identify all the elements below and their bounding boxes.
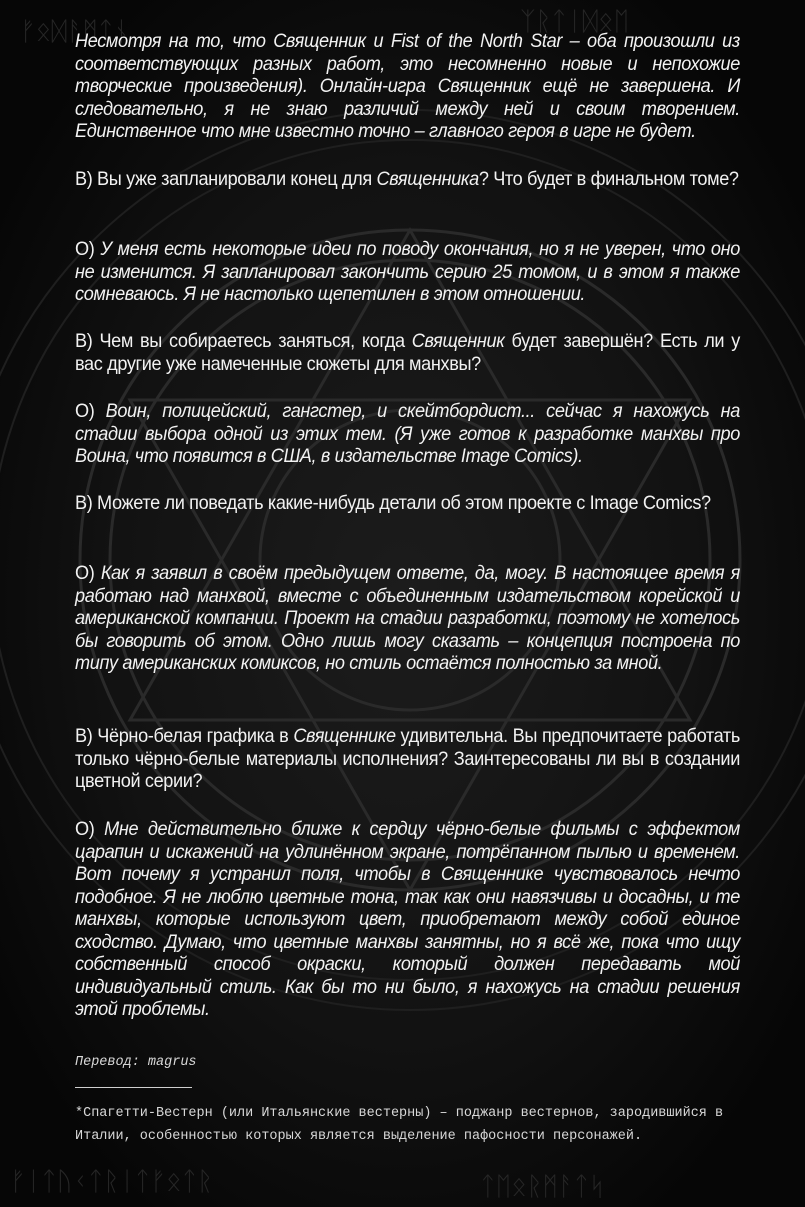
- answer-3-text: Как я заявил в своём предыдущем ответе, да, могу. В настоящее время я работаю над манхвой, вместе с объединенным издательством корейской и американской компании. Проект на стадии разработки, поэтому не хотелось бы говорить об этом. Одно лишь могу сказать – концепция построена по типу американских комиксов, но стиль остаётся полностью за мной.: [75, 562, 740, 674]
- question-4-text: В) Чёрно-белая графика в: [75, 725, 294, 747]
- question-1-text-end: ? Что будет в финальном томе?: [478, 168, 739, 190]
- answer-1-text: У меня есть некоторые идеи по поводу окончания, но я не уверен, что оно не изменится. Я запланировал закончить серию 25 томом, и в этом я также сомневаюсь. Я не настолько щепетилен в этом отношении.: [75, 238, 740, 305]
- question-2-text-end: будет завершён? Есть ли у вас другие уже намеченные сюжеты для манхвы?: [75, 330, 740, 375]
- question-4-title: Священнике: [293, 725, 396, 747]
- footnote: *Спагетти-Вестерн (или Итальянские вестерны) – поджанр вестернов, зародившийся в Италии, особенностью которых является выделение пафосности персонажей.: [75, 1106, 724, 1144]
- question-3: В) Можете ли поведать какие-нибудь детали об этом проекте с Image Comics?: [75, 492, 711, 514]
- translator-credit: Перевод: magrus: [75, 1055, 197, 1070]
- answer-1-prefix: О): [75, 238, 101, 260]
- svg-text:ᚠᛟᛞᚨᛗᛏᚾ: ᚠᛟᛞᚨᛗᛏᚾ: [20, 17, 130, 47]
- question-4: [75, 725, 740, 793]
- question-1-text: В) Вы уже запланировали конец для: [75, 168, 377, 190]
- answer-4: [75, 818, 740, 1021]
- footnote-divider: [75, 1087, 192, 1088]
- question-2-text: В) Чем вы собираетесь заняться, когда: [75, 330, 412, 352]
- question-1-title: Священника: [376, 168, 479, 190]
- answer-3: [75, 562, 740, 675]
- question-2: [75, 330, 740, 375]
- answer-intro: Несмотря на то, что Священник и Fist of the North Star – оба произошли из соответствующих разных работ, это несомненно новые и непохожие творческие произведения). Онлайн-игра Священник ещё не завершена. И следовательно, я не знаю различий между ней и своим творением. Единственное что мне известно точно – главного героя в игре не будет.: [75, 30, 740, 142]
- question-1: [75, 168, 740, 191]
- svg-text:ᛏᛖᛟᚱᛗᚨᛏᛋ: ᛏᛖᛟᚱᛗᚨᛏᛋ: [480, 1172, 605, 1202]
- answer-2-text: Воин, полицейский, гангстер, и скейтбордист... сейчас я нахожусь на стадии выбора одной из этих тем. (Я уже готов к разработке манхвы про Воина, что появится в США, в издательстве Image Comics).: [75, 400, 740, 467]
- answer-4-prefix: О): [75, 818, 105, 840]
- answer-3-prefix: О): [75, 562, 101, 584]
- answer-4-text: Мне действительно ближе к сердцу чёрно-белые фильмы с эффектом царапин и искажений на удлинённом экране, потрёпанном пылью и временем. Вот почему я устранил поля, чтобы в Священнике чувствовалось нечто подобное. Я не люблю цветные тона, так как они навязчивы и досадны, и те манхвы, которые используют цвет, приобретают между собой единое сходство. Думаю, что цветные манхвы занятны, но я всё же, пока что ищу собственный способ окраски, который должен передавать мой индивидуальный стиль. Как бы то ни было, я нахожусь на стадии решения этой проблемы.: [75, 818, 740, 1020]
- answer-2: [75, 400, 740, 468]
- answer-1: [75, 238, 740, 306]
- question-2-title: Священник: [411, 330, 505, 352]
- svg-text:ᚠᛁᛏᚢᚲᛏᚱᛁᛏᚠᛟᛏᚱ: ᚠᛁᛏᚢᚲᛏᚱᛁᛏᚠᛟᛏᚱ: [10, 1167, 213, 1197]
- question-4-text-end: удивительна. Вы предпочитаете работать только чёрно-белые материалы исполнения? Заинтересованы ли вы в создании цветной серии?: [75, 725, 740, 792]
- answer-2-prefix: О): [75, 400, 106, 422]
- svg-text:ᛉᚱᛏᛁᛞᛟᛖ: ᛉᚱᛏᛁᛞᛟᛖ: [520, 7, 630, 37]
